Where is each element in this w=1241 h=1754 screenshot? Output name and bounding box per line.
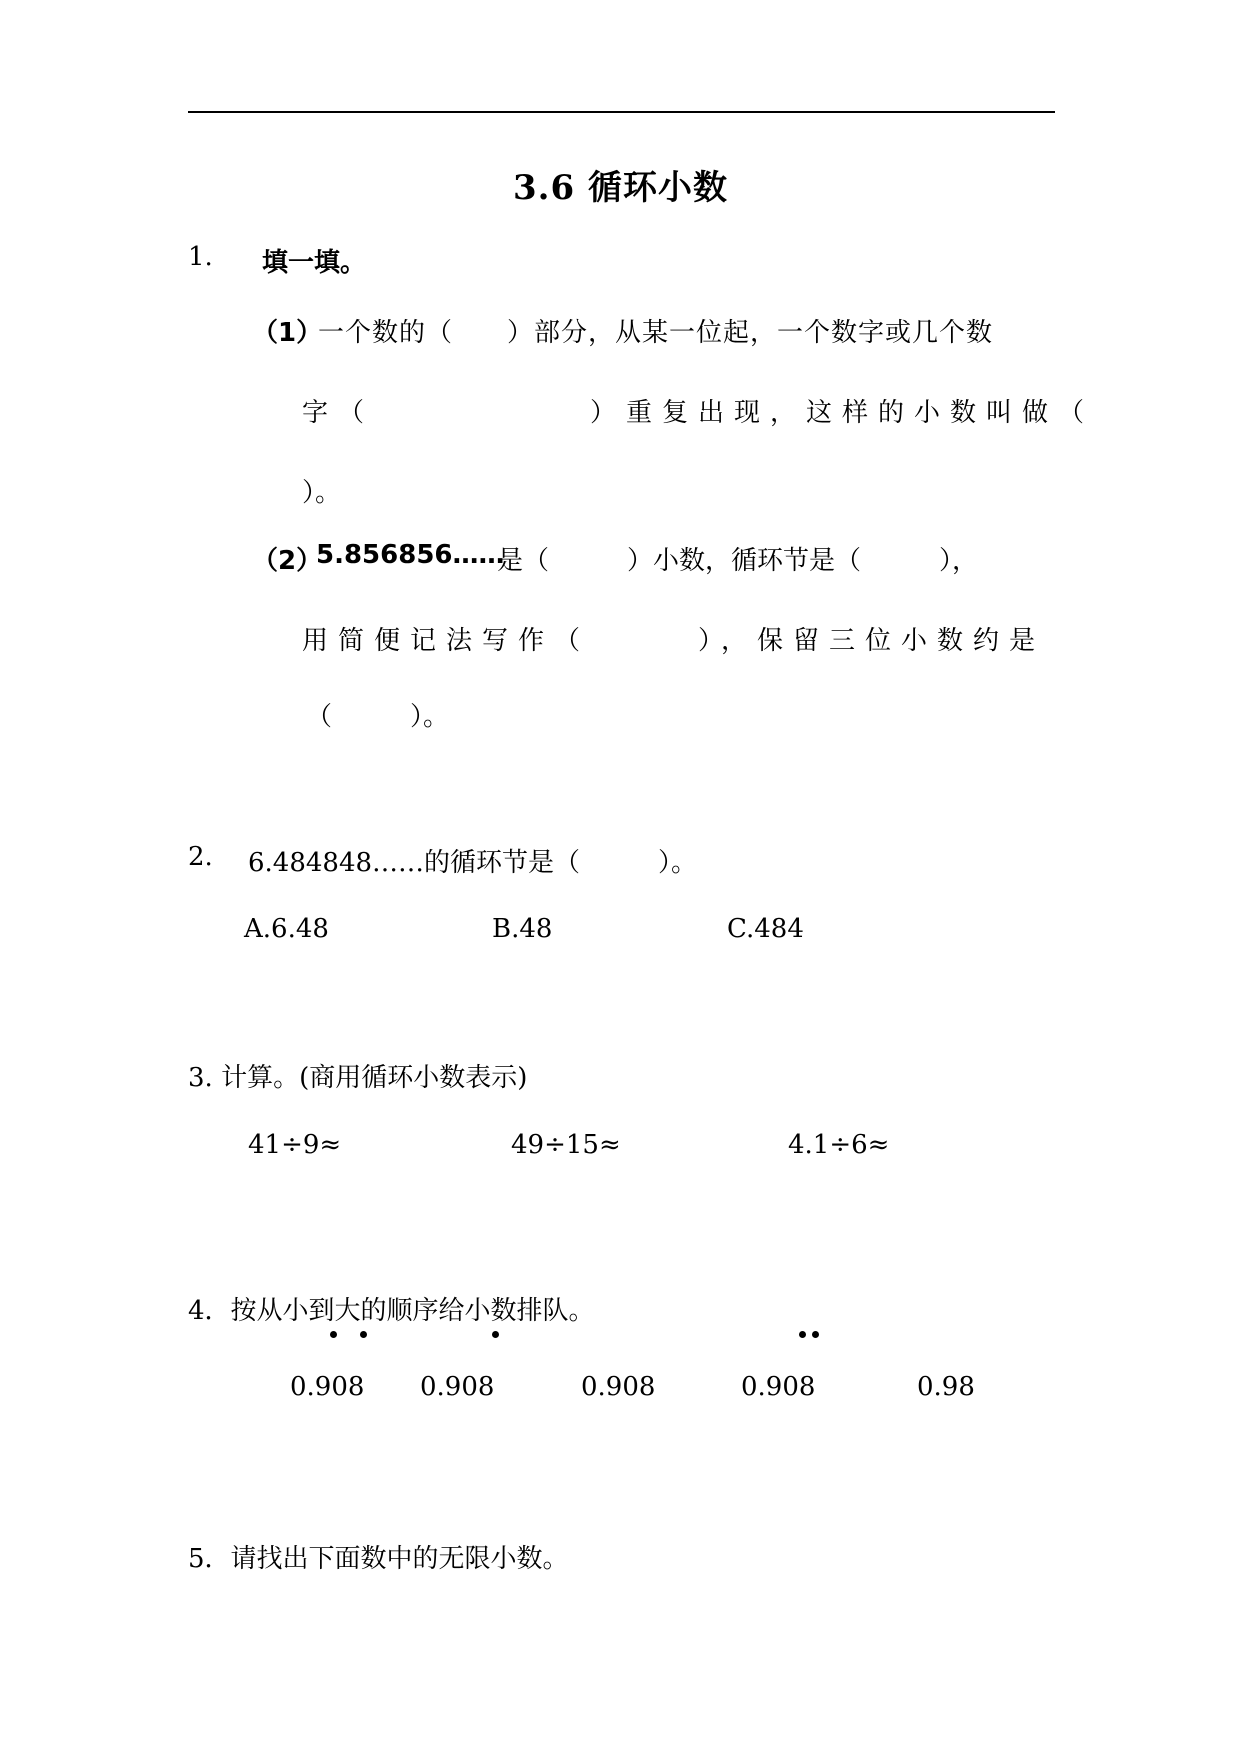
repeating-dot [360,1331,367,1338]
q1-number: 1. [188,242,213,272]
q1-part1-label: （1） [252,318,323,348]
header-rule [188,111,1055,113]
q4-number-3: 0.908 [581,1372,656,1402]
q2-stem: 6.484848……的循环节是（ ）。 [248,848,698,878]
q1-part1-line3: ）。 [302,478,342,508]
q3-expression-1: 41÷9≈ [248,1130,342,1160]
q2-option-a: A.6.48 [244,914,329,944]
q3-expression-2: 49÷15≈ [511,1130,621,1160]
q4-number-4: 0.908 [741,1372,816,1402]
q1-title: 填一填。 [262,248,367,278]
q4-number-5: 0.98 [917,1372,975,1402]
q3-expression-3: 4.1÷6≈ [788,1130,890,1160]
repeating-dot [492,1331,499,1338]
q3-stem: 3. 计算。(商用循环小数表示) [188,1063,528,1093]
q1-part1-line2: 字（ ）重复出现，这样的小数叫做（ [302,398,1095,428]
q1-part2-line3: （ ）。 [306,702,450,732]
q4-number-2: 0.908 [420,1372,495,1402]
q1-part2-number: 5.856856…… [316,540,505,570]
q5-stem: 5．请找出下面数中的无限小数。 [188,1544,569,1574]
q2-number: 2. [188,842,213,872]
q2-option-b: B.48 [492,914,553,944]
q4-number-1: 0.908 [290,1372,365,1402]
page-title: 3.6 循环小数 [513,168,728,208]
q1-part2-line1: 是（ ）小数，循环节是（ ）， [497,546,979,576]
repeating-dot [812,1331,819,1338]
q1-part1-line1: 一个数的（ ）部分，从某一位起，一个数字或几个数 [318,318,994,348]
q1-part2-line2: 用简便记法写作（ ），保留三位小数约是 [302,626,1046,656]
q1-part2-label: （2） [252,546,323,576]
q2-option-c: C.484 [727,914,804,944]
repeating-dot [799,1331,806,1338]
q4-stem: 4．按从小到大的顺序给小数排队。 [188,1296,595,1326]
repeating-dot [330,1331,337,1338]
